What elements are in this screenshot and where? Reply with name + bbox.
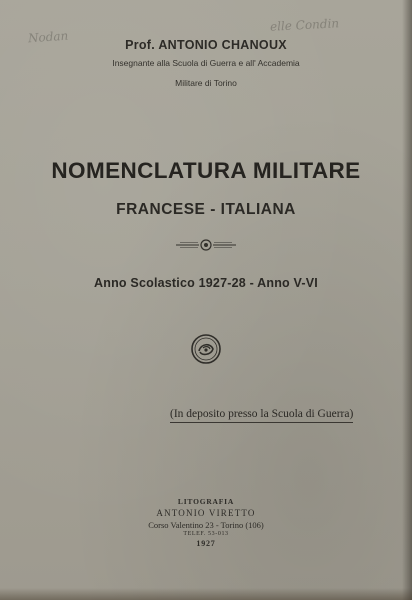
- deposit-note: (In deposito presso la Scuola di Guerra): [170, 408, 353, 423]
- author-role-line-1: Insegnante alla Scuola di Guerra e all' Accademia: [112, 58, 300, 68]
- pencil-note-left: Nodan: [27, 28, 69, 46]
- book-subtitle: FRANCESE - ITALIANA: [116, 201, 296, 218]
- printer-emblem-icon: [190, 333, 222, 365]
- imprint-line-5: 1927: [196, 539, 216, 548]
- page-edge-bottom: [0, 588, 412, 600]
- author-role-line-2: Militare di Torino: [175, 78, 237, 88]
- pencil-note-right: elle Condin: [269, 16, 340, 34]
- imprint-line-3: Corso Valentino 23 - Torino (106): [148, 520, 264, 530]
- page-edge-right: [402, 0, 412, 600]
- author-name: Prof. ANTONIO CHANOUX: [125, 38, 287, 52]
- imprint-line-1: LITOGRAFIA: [177, 497, 235, 506]
- imprint-line-2: ANTONIO VIRETTO: [156, 508, 256, 518]
- decorative-rule-icon: [174, 238, 238, 252]
- imprint-line-4: TELEF. 53-013: [183, 531, 229, 537]
- book-title: NOMENCLATURA MILITARE: [51, 158, 361, 183]
- academic-year: Anno Scolastico 1927-28 - Anno V-VI: [94, 276, 318, 290]
